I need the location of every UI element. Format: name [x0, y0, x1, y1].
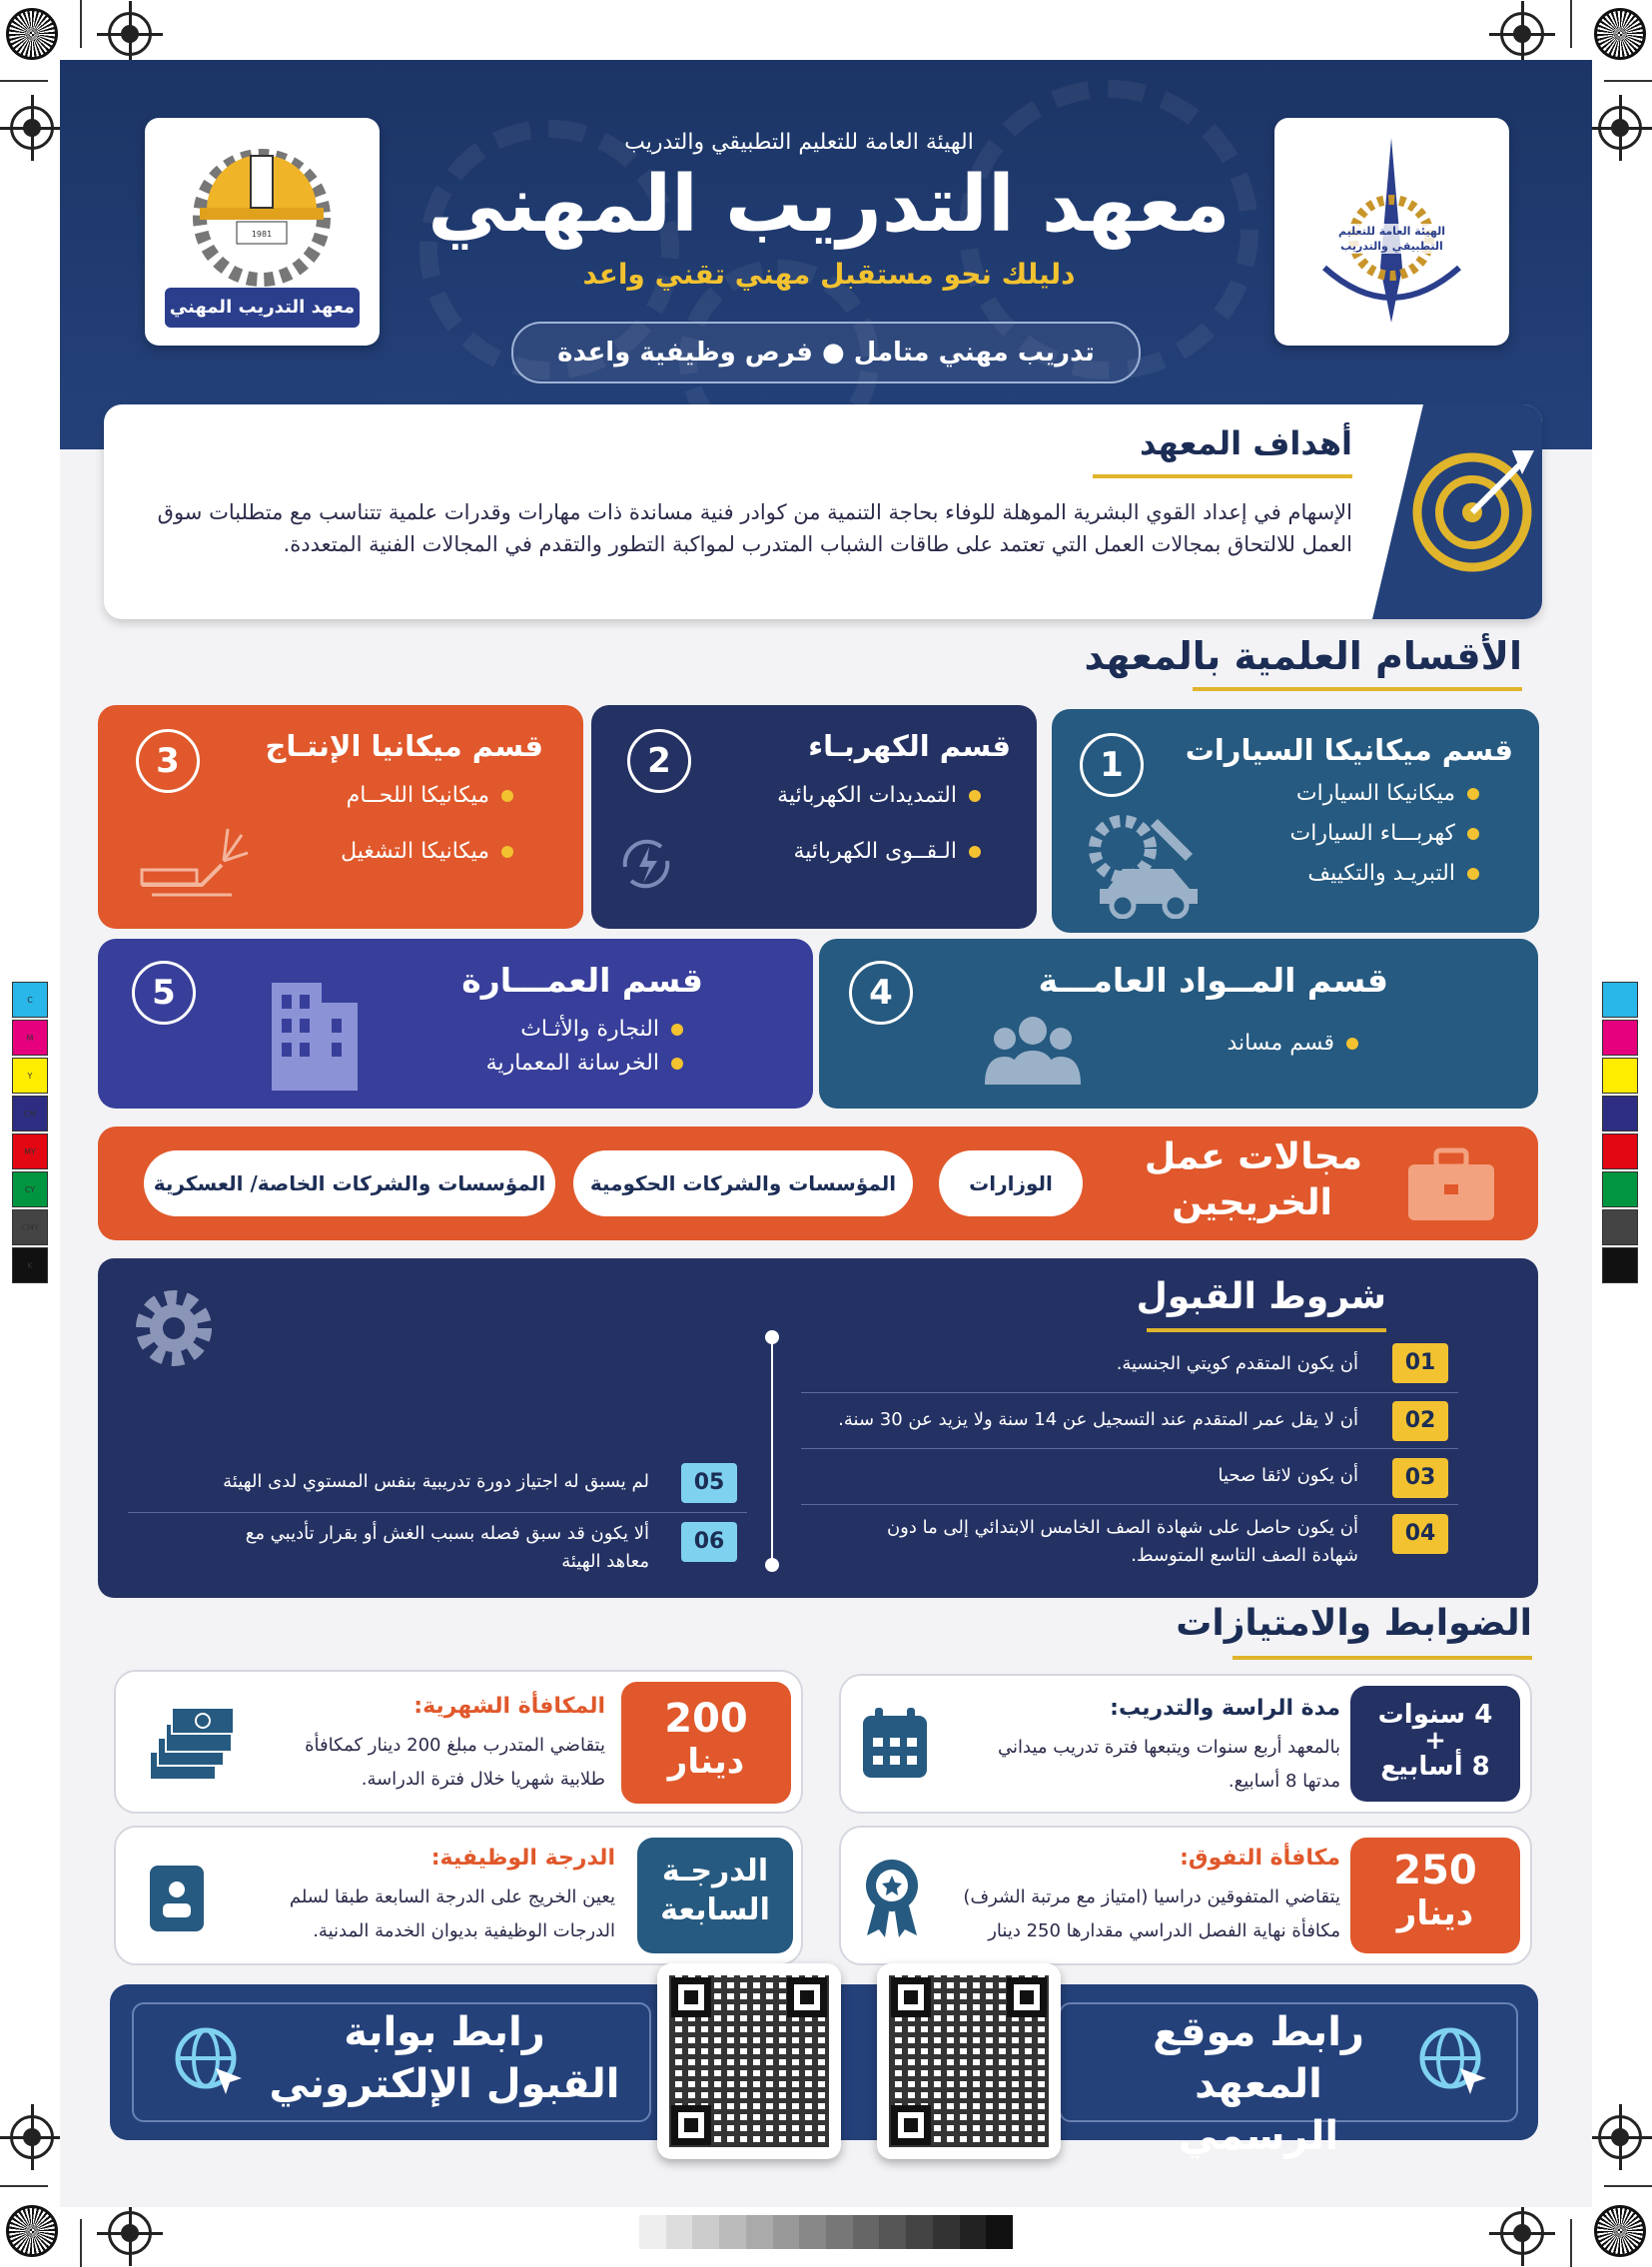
requirement-separator: [128, 1512, 747, 1513]
requirement-number: 04: [1392, 1514, 1448, 1554]
qr-code-official-site[interactable]: [877, 1963, 1061, 2159]
registration-mark: [1598, 2115, 1642, 2159]
department-card-2: [591, 705, 1037, 929]
page-title: معهد التدريب المهني: [427, 160, 1231, 250]
perk-study-duration: [839, 1674, 1532, 1814]
perk-badge-line: دينار: [1396, 1893, 1474, 1933]
departments-title-underline: [1193, 687, 1522, 691]
department-number: 3: [136, 729, 200, 793]
admission-title-underline: [1147, 1328, 1386, 1332]
trim-line: [0, 80, 48, 82]
perk-text: يتقاضي المتدرب مبلغ 200 دينار كمكافأة: [305, 1735, 605, 1756]
requirement-text: أن لا يقل عمر المتقدم عند التسجيل عن 14 سنة ولا يزيد عن 30 سنة.: [838, 1409, 1358, 1430]
briefcase-icon: [1404, 1144, 1498, 1224]
requirement-text: أن يكون لائقا صحيا: [1218, 1465, 1358, 1486]
gear-icon: [126, 1280, 222, 1376]
perk-text: يعين الخريج على الدرجة السابعة طبقا لسلم: [289, 1887, 615, 1907]
logo-year: 1981: [251, 230, 273, 239]
department-entry: الـقــوى الكهربائية: [794, 839, 982, 864]
field-private-military: المؤسسات والشركات الخاصة/ العسكرية: [144, 1150, 555, 1216]
registration-mark: [10, 2115, 54, 2159]
admission-divider-dot: [765, 1330, 779, 1344]
requirement-text: لم يسبق له اجتياز دورة تدريبية بنفس المستوي لدى الهيئة: [223, 1471, 649, 1492]
id-badge-icon: [146, 1864, 208, 1933]
brochure-page: [60, 60, 1592, 2207]
department-number: 5: [132, 961, 196, 1025]
department-number: 1: [1080, 733, 1144, 797]
department-number: 4: [849, 961, 913, 1025]
requirement-number: 05: [681, 1463, 737, 1503]
department-title: قسم ميكانيا الإنتـاج: [265, 729, 543, 763]
field-government-companies: المؤسسات والشركات الحكومية: [573, 1150, 913, 1216]
department-title: قسم المــواد العامـــة: [1038, 961, 1388, 1000]
money-icon: [144, 1700, 240, 1786]
building-icon: [256, 963, 366, 1093]
official-site-link-line: المعهد الرسمي: [1178, 2061, 1339, 2159]
perks-title-underline: [1233, 1656, 1532, 1660]
requirement-number: 02: [1392, 1401, 1448, 1441]
authority-logo: [1274, 118, 1509, 346]
requirement-separator: [801, 1448, 1458, 1449]
trim-line: [0, 2185, 48, 2187]
department-entry: التمديدات الكهربائية: [777, 783, 981, 808]
requirement-text: شهادة الصف التاسع المتوسط.: [1131, 1545, 1358, 1566]
globe-cursor-icon: [1416, 2024, 1490, 2098]
calendar-icon: [859, 1706, 931, 1782]
perk-badge-line: 4 سنوات: [1377, 1700, 1493, 1730]
perk-text: الدرجات الوظيفية بديوان الخدمة المدنية.: [313, 1920, 615, 1941]
print-starburst-bottom-left: [6, 2205, 58, 2257]
perk-badge-line: دينار: [667, 1742, 745, 1782]
target-icon: [1372, 404, 1542, 619]
qr-code-admission-portal[interactable]: [657, 1963, 841, 2159]
perk-text: مكافأة نهاية الفصل الدراسي مقدارها 250 دينار: [988, 1920, 1340, 1941]
department-entry: قسم مساند: [1227, 1031, 1358, 1056]
trim-line: [1604, 80, 1652, 82]
goals-card: [104, 404, 1542, 619]
perks-title: الضوابط والامتيازات: [1176, 1603, 1532, 1644]
print-starburst-bottom-right: [1594, 2205, 1646, 2257]
admission-title: شروط القبول: [1136, 1276, 1386, 1317]
admission-portal-link-line: رابط بوابة: [344, 2009, 545, 2055]
admission-portal-link-line: القبول الإلكتروني: [269, 2061, 620, 2107]
registration-mark: [1500, 12, 1544, 56]
requirement-number: 01: [1392, 1343, 1448, 1383]
department-number: 2: [627, 729, 691, 793]
perk-title: المكافأة الشهرية:: [413, 1694, 605, 1719]
authority-logo-caption: الهيئة العامة للتعليم التطبيقي والتدريب: [1319, 224, 1464, 254]
registration-mark: [1598, 106, 1642, 150]
car-gear-icon: [1078, 809, 1218, 919]
perk-title: مدة الراسة والتدريب:: [1110, 1696, 1340, 1721]
welding-icon: [132, 815, 252, 905]
requirement-text: معاهد الهيئة: [561, 1551, 649, 1572]
graduate-fields-banner: [98, 1127, 1538, 1240]
perk-badge-line: +: [1424, 1726, 1446, 1756]
admission-requirements-card: [98, 1258, 1538, 1598]
registration-mark: [108, 2211, 152, 2255]
gray-bar-bottom: [639, 2215, 1013, 2249]
trim-line: [80, 0, 82, 48]
registration-mark: [108, 12, 152, 56]
requirement-text: أن يكون حاصل على شهادة الصف الخامس الابتدائي إلى ما دون: [886, 1517, 1358, 1538]
department-entry: الخرسانة المعمارية: [486, 1051, 683, 1076]
perk-title: مكافأة التفوق:: [1180, 1846, 1340, 1871]
requirement-separator: [801, 1504, 1458, 1505]
trim-line: [1570, 2219, 1572, 2267]
power-icon: [611, 829, 681, 899]
goals-text: الإسهام في إعداد القوي البشرية الموهلة للوفاء بحاجة التنمية من كوادر فنية مساندة ذات مهارات وقدرات علمية تتناسب مع متطلبات سوق العمل للالتحاق بمجالات العمل التي تعتمد على طاقات الشباب المتدرب لمواكبة التطور والتقدم في المجالات الفنية المتعددة.: [157, 500, 1352, 556]
department-entry: ميكانيكا التشغيل: [341, 839, 513, 864]
department-entry: ميكانيكا اللحــام: [347, 783, 513, 808]
goals-title: أهداف المعهد: [1139, 424, 1352, 462]
perk-excellence-reward: [839, 1826, 1532, 1965]
department-title: قسم العمـــارة: [461, 961, 703, 1000]
print-starburst-top-left: [6, 8, 58, 60]
requirement-separator: [801, 1392, 1458, 1393]
department-card-3: [98, 705, 583, 929]
requirement-text: ألا يكون قد سبق فصله بسبب الغش أو بقرار تأديبي مع: [245, 1523, 649, 1544]
perk-badge-line: 250: [1393, 1848, 1477, 1893]
perk-badge: [637, 1838, 793, 1953]
header-pill: تدريب مهني متامل ● فرص وظيفية واعدة: [511, 322, 1141, 383]
requirement-number: 06: [681, 1522, 737, 1562]
perk-badge: [1350, 1838, 1520, 1953]
award-icon: [859, 1856, 925, 1939]
trim-line: [1570, 0, 1572, 48]
department-card-1: [1052, 709, 1539, 933]
department-card-4: [819, 939, 1538, 1109]
perk-text: مدتها 8 أسابيع.: [1228, 1771, 1340, 1792]
requirement-text: أن يكون المتقدم كويتي الجنسية.: [1116, 1353, 1358, 1374]
institute-logo: [145, 118, 380, 346]
goals-icon-box: [1372, 404, 1542, 619]
official-site-link-line: رابط موقع: [1153, 2009, 1364, 2055]
globe-cursor-icon: [172, 2024, 246, 2098]
departments-title: الأقسام العلمية بالمعهد: [1084, 634, 1522, 678]
people-icon: [983, 1003, 1083, 1093]
department-card-5: [98, 939, 813, 1109]
official-site-link[interactable]: [1109, 2006, 1408, 2162]
requirement-number: 03: [1392, 1458, 1448, 1498]
perk-text: بالمعهد أربع سنوات ويتبعها فترة تدريب ميداني: [998, 1737, 1340, 1758]
department-entry: كهربـــاء السيارات: [1290, 821, 1479, 846]
registration-mark: [1500, 2211, 1544, 2255]
perk-job-grade: [114, 1826, 803, 1965]
department-entry: النجارة والأثـاث: [520, 1017, 683, 1042]
admission-divider-dot: [765, 1558, 779, 1572]
logo-caption: معهد التدريب المهني: [165, 288, 360, 328]
perk-monthly-reward: [114, 1670, 803, 1814]
admission-divider: [771, 1336, 773, 1564]
trim-line: [80, 2219, 82, 2267]
perk-badge-line: 8 أسابيع: [1380, 1752, 1490, 1782]
registration-mark: [10, 106, 54, 150]
goals-title-underline: [1093, 474, 1352, 478]
perk-badge: [621, 1682, 791, 1804]
authority-name: الهيئة العامة للتعليم التطبيقي والتدريب: [624, 130, 974, 155]
fields-title-line2: الخريجين: [1172, 1182, 1332, 1223]
department-entry: ميكانيكا السيارات: [1296, 781, 1479, 806]
perk-badge-line: الدرجـة: [661, 1854, 769, 1889]
department-entry: التبريـد والتكييف: [1307, 861, 1479, 886]
admission-portal-link[interactable]: [260, 2006, 629, 2110]
perk-badge-line: 200: [664, 1696, 748, 1742]
perk-badge: [1350, 1686, 1520, 1802]
tagline: دليلك نحو مستقبل مهني تقني واعد: [582, 258, 1076, 291]
perk-text: يتقاضي المتفوقين دراسيا (امتياز مع مرتبة الشرف): [963, 1887, 1340, 1907]
print-starburst-top-right: [1594, 8, 1646, 60]
perk-badge-line: السابعة: [660, 1892, 770, 1927]
department-title: قسم الكهربـاء: [808, 729, 1011, 763]
fields-title-line1: مجالات عمل: [1144, 1136, 1362, 1177]
field-ministries: الوزارات: [939, 1150, 1083, 1216]
perk-text: طلابية شهريا خلال فترة الدراسة.: [361, 1769, 605, 1790]
trim-line: [1604, 2185, 1652, 2187]
department-title: قسم ميكانيكا السيارات: [1185, 733, 1513, 767]
perk-title: الدرجة الوظيفية:: [430, 1846, 615, 1871]
